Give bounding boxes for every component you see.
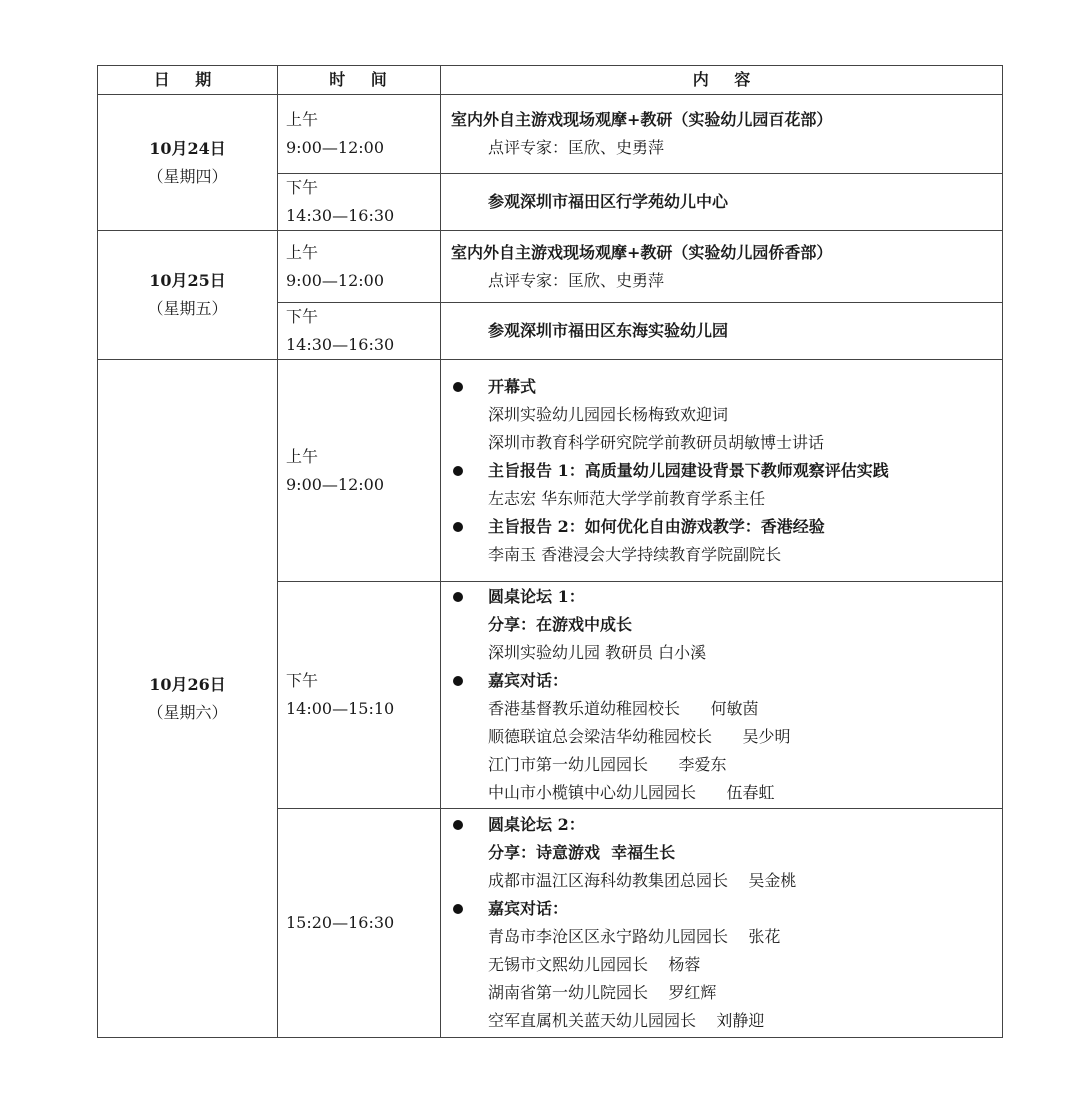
content-cell [441,95,1003,174]
bullet-item [451,667,1002,695]
time-range: 14:30—16:30 [286,206,395,225]
bullet-line: 江门市第一幼儿园园长 李爱东 [488,755,727,774]
period-text: 下午 [286,178,319,197]
period-text: 上午 [286,446,319,466]
table-row [98,95,1003,174]
session-visit: 参观深圳市福田区行学苑幼儿中心 [488,192,729,211]
bullet-icon [453,820,463,830]
time-range: 9:00—12:00 [286,270,385,290]
time-cell [278,95,441,174]
bullet-heading: 开幕式 [488,376,537,396]
period-text: 上午 [286,242,319,262]
bullet-icon [453,466,463,476]
weekday-text: （星期六） [147,702,228,722]
bullet-heading: 圆桌论坛 2： [488,815,585,834]
period-text: 下午 [286,307,319,326]
session-experts: 点评专家：匡欣、史勇萍 [488,138,665,157]
bullet-item [451,373,1002,401]
content-cell [441,231,1003,303]
date-cell [98,231,278,360]
bullet-heading: 主旨报告 2：如何优化自由游戏教学：香港经验 [488,516,825,536]
bullet-line: 无锡市文熙幼儿园园长 杨蓉 [488,955,701,974]
bullet-icon [453,522,463,532]
bullet-line: 成都市温江区海科幼教集团总园长 吴金桃 [488,871,797,890]
bullet-icon [453,676,463,686]
bullet-item [451,583,1002,611]
bullet-subheading: 分享：诗意游戏 幸福生长 [488,843,676,862]
bullet-item [451,811,1002,839]
bullet-line: 青岛市李沧区区永宁路幼儿园园长 张花 [488,927,781,946]
time-range: 15:20—16:30 [286,913,395,932]
session-visit: 参观深圳市福田区东海实验幼儿园 [488,321,729,340]
weekday-text: （星期五） [147,299,228,318]
bullet-line: 湖南省第一幼儿院园长 罗红辉 [488,983,717,1002]
bullet-line: 顺德联谊总会梁洁华幼稚园校长 吴少明 [488,727,791,746]
date-cell [98,360,278,1038]
content-cell [441,174,1003,231]
bullet-line: 中山市小榄镇中心幼儿园园长 伍春虹 [488,783,775,802]
time-cell [278,582,441,809]
bullet-icon [453,904,463,914]
time-range: 9:00—12:00 [286,138,385,157]
bullet-item [451,895,1002,923]
time-cell [278,303,441,360]
bullet-icon [453,382,463,392]
bullet-heading: 嘉宾对话： [488,899,569,918]
header-date: 日 期 [98,66,278,95]
table-row [98,360,1003,582]
bullet-heading: 主旨报告 1：高质量幼儿园建设背景下教师观察评估实践 [488,460,889,480]
bullet-line: 深圳实验幼儿园园长杨梅致欢迎词 [488,404,729,424]
bullet-line: 深圳实验幼儿园 教研员 白小溪 [488,643,707,662]
header-row [98,66,1003,95]
date-cell [98,95,278,231]
bullet-line: 李南玉 香港浸会大学持续教育学院副院长 [488,544,782,564]
time-cell [278,809,441,1038]
content-cell [441,809,1003,1038]
bullet-line: 深圳市教育科学研究院学前教研员胡敏博士讲话 [488,432,825,452]
date-text: 10月24日 [149,138,226,158]
bullet-heading: 圆桌论坛 1： [488,587,585,606]
bullet-line: 空军直属机关蓝天幼儿园园长 刘静迎 [488,1011,765,1030]
bullet-icon [453,592,463,602]
bullet-subheading: 分享：在游戏中成长 [488,615,633,634]
time-range: 14:00—15:10 [286,699,395,718]
header-time: 时 间 [278,66,441,95]
date-text: 10月26日 [149,674,226,694]
bullet-item [451,457,1002,485]
time-range: 14:30—16:30 [286,335,395,354]
content-cell [441,360,1003,582]
bullet-line: 香港基督教乐道幼稚园校长 何敏茵 [488,699,759,718]
content-cell [441,303,1003,360]
bullet-item [451,513,1002,541]
time-range: 9:00—12:00 [286,474,385,494]
header-content: 内 容 [441,66,1003,95]
content-cell [441,582,1003,809]
session-title: 室内外自主游戏现场观摩+教研（实验幼儿园侨香部） [451,242,833,262]
schedule-table [97,65,1003,1038]
bullet-heading: 嘉宾对话： [488,671,569,690]
table-row [98,231,1003,303]
time-cell [278,360,441,582]
time-cell [278,174,441,231]
time-cell [278,231,441,303]
weekday-text: （星期四） [147,166,228,186]
bullet-line: 左志宏 华东师范大学学前教育学系主任 [488,488,766,508]
period-text: 下午 [286,671,319,690]
date-text: 10月25日 [149,271,226,290]
period-text: 上午 [286,110,319,129]
session-experts: 点评专家：匡欣、史勇萍 [488,270,665,290]
session-title: 室内外自主游戏现场观摩+教研（实验幼儿园百花部） [451,110,833,129]
